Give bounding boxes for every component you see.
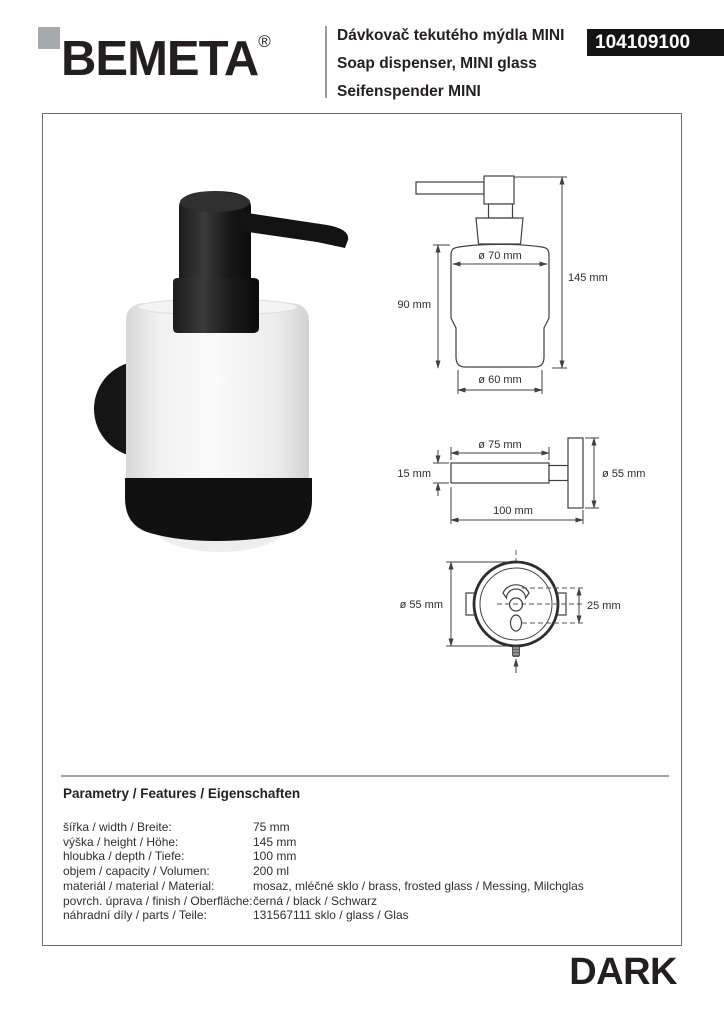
drawing-screw [513, 647, 520, 657]
dim-label-front-top: ø 70 mm [478, 250, 522, 262]
param-value: 200 ml [253, 864, 290, 879]
pump-spout [241, 212, 348, 248]
drawing-wall-plate [568, 438, 583, 508]
product-artwork [43, 114, 683, 781]
dim-label-front-glass-height: 90 mm [397, 299, 431, 311]
table-row [63, 894, 584, 909]
holder-ring [125, 478, 312, 541]
param-value: 100 mm [253, 849, 297, 864]
dim-label-side-depth-arm: ø 75 mm [478, 439, 522, 451]
content-frame [42, 113, 682, 946]
product-code: 104109100 [595, 32, 691, 53]
logo-square-icon [38, 27, 60, 49]
back-view-drawing [400, 550, 621, 673]
product-title-cs: Dávkovač tekutého mýdla MINI [337, 27, 565, 44]
dim-label-front-bottom: ø 60 mm [478, 374, 522, 386]
param-value: 131567111 sklo / glass / Glas [253, 908, 409, 923]
drawing-pump-collar [476, 218, 523, 244]
drawing-pump-neck [489, 204, 513, 218]
table-row [63, 908, 584, 923]
table-row [63, 820, 584, 835]
dim-label-side-depth-total: 100 mm [493, 505, 533, 517]
table-row [63, 849, 584, 864]
drawing-pump-head [484, 176, 514, 204]
param-label: náhradní díly / parts / Teile: [63, 908, 207, 923]
param-label: povrch. úprava / finish / Oberfläche: [63, 893, 253, 908]
dim-label-front-height: 145 mm [568, 272, 608, 284]
side-view-drawing [397, 438, 645, 524]
product-title-de: Seifenspender MINI [337, 83, 481, 100]
dim-label-side-arm-height: 15 mm [397, 468, 431, 480]
param-label: objem / capacity / Volumen: [63, 864, 210, 879]
dim-label-back-plate-diameter: ø 55 mm [399, 599, 443, 611]
parameters-heading: Parametry / Features / Eigenschaften [63, 786, 301, 801]
param-label: výška / height / Höhe: [63, 834, 179, 849]
param-value: 75 mm [253, 820, 290, 834]
registered-mark: ® [258, 32, 271, 51]
product-photo [94, 191, 348, 552]
table-row [63, 835, 584, 850]
dim-label-back-hole-offset: 25 mm [587, 600, 621, 612]
param-label: materiál / material / Material: [63, 878, 215, 893]
dim-label-side-plate-diameter: ø 55 mm [602, 468, 646, 480]
brand-text: BEMETA [61, 32, 259, 86]
front-view-drawing [397, 176, 607, 394]
product-title-en: Soap dispenser, MINI glass [337, 55, 537, 72]
parameters-table [63, 820, 584, 923]
product-code-badge [587, 29, 724, 56]
drawing-arm-hub [549, 466, 568, 481]
header-divider [325, 26, 327, 98]
drawing-bottom-slot [511, 615, 522, 631]
pump-head-top [180, 192, 250, 212]
param-label: hloubka / depth / Tiefe: [63, 849, 185, 864]
param-label: šířka / width / Breite: [63, 820, 172, 834]
drawing-arm [451, 463, 549, 483]
param-value: 145 mm [253, 834, 297, 849]
drawing-spout [416, 182, 484, 194]
param-value: černá / black / Schwarz [253, 893, 378, 908]
drawing-center-hole [510, 598, 523, 611]
drawing-bottle [451, 244, 549, 367]
brand-logo [61, 14, 271, 87]
param-value: mosaz, mléčné sklo / brass, frosted glass / Messing, Milchglas [253, 878, 584, 893]
collection-name: DARK [569, 951, 677, 993]
table-row [63, 879, 584, 894]
pump-collar [173, 278, 259, 333]
table-row [63, 864, 584, 879]
product-titles [337, 22, 564, 106]
